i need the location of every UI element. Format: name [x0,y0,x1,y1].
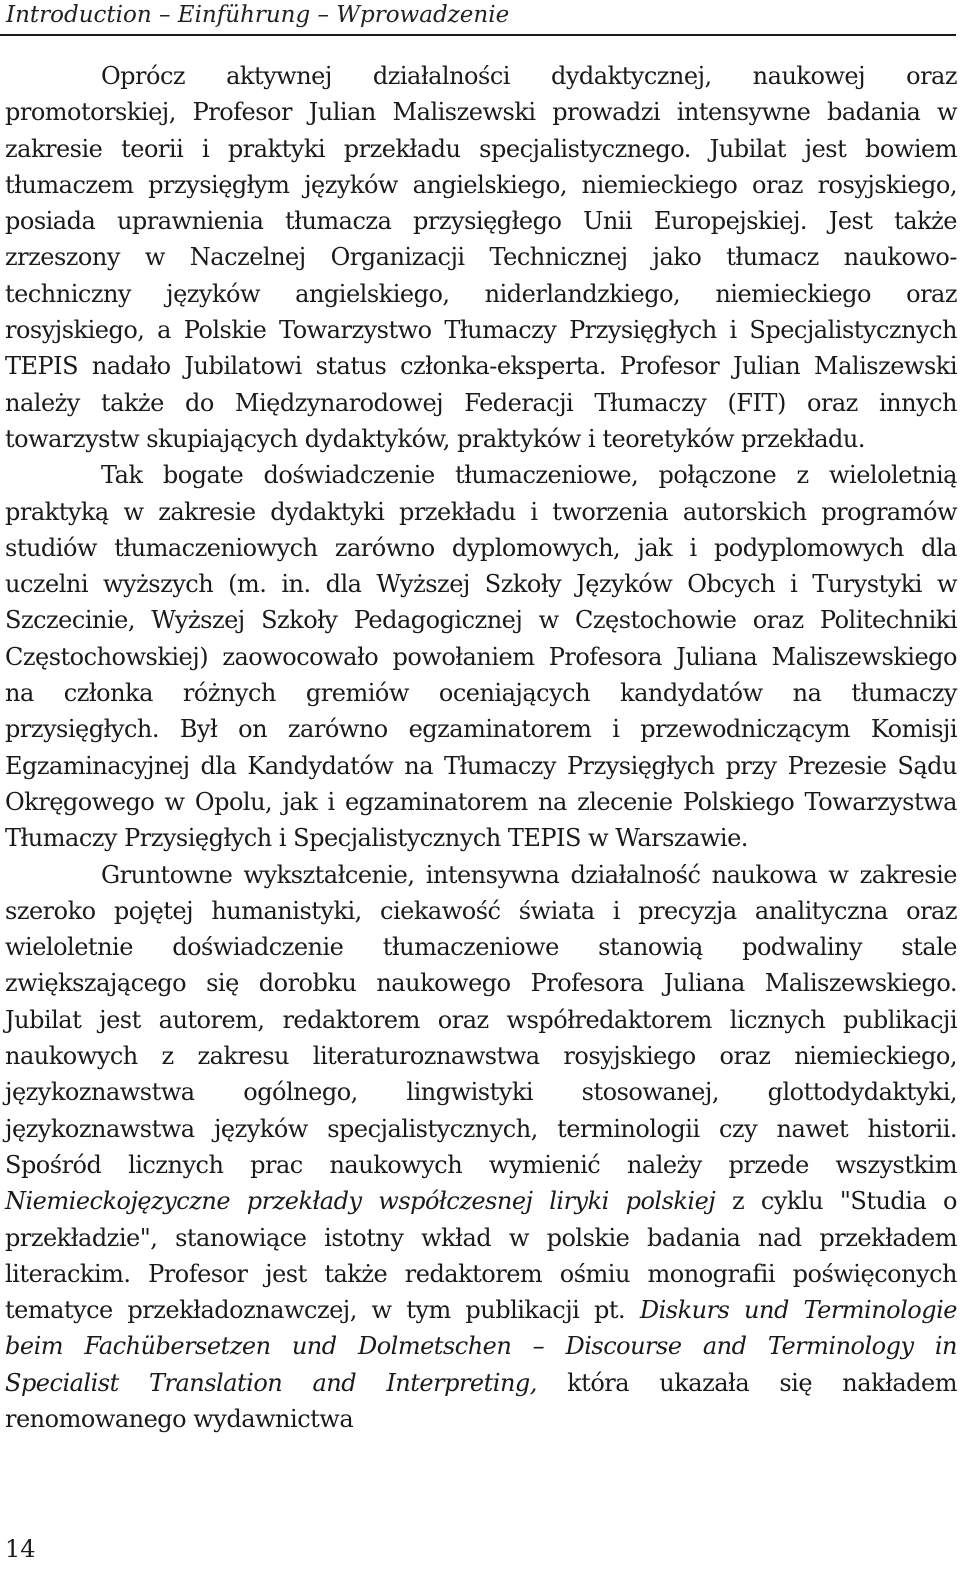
paragraph-2: Tak bogate doświadczenie tłumaczeniowe, połączone z wieloletnią praktyką w zakresie dydaktyki przekładu i tworzenia autorskich programów studiów tłumaczeniowych zarówno dyplomowych, jak i podyplomowych dla uczelni wyższych (m. in. dla Wyższej Szkoły Języków Obcych i Turystyki w Szczecinie, Wyższej Szkoły Pedagogicznej w Częstochowie oraz Politechniki Częstochowskiej) zaowocowało powołaniem Profesora Juliana Maliszewskiego na członka różnych gremiów oceniających kandydatów na tłumaczy przysięgłych. Był on zarówno egzaminatorem i przewodniczącym Komisji Egzaminacyjnej dla Kandydatów na Tłumaczy Przysięgłych przy Prezesie Sądu Okręgowego w Opolu, jak i egzaminatorem na zlecenie Polskiego Towarzystwa Tłumaczy Przysięgłych i Specjalistycznych TEPIS w Warszawie. [5,461,957,853]
paragraph-3-text-a: Gruntowne wykształcenie, intensywna działalność naukowa w zakresie szeroko pojętej humanistyki, ciekawość świata i precyzja analityczna oraz wieloletnie doświadczenie tłumaczeniowe stanowią podwaliny stale zwiększającego się dorobku naukowego Profesora Juliana Maliszewskiego. Jubilat jest autorem, redaktorem oraz współredaktorem licznych publikacji naukowych z zakresu literaturoznawstwa rosyjskiego oraz niemieckiego, językoznawstwa ogólnego, lingwistyki stosowanej, glottodydaktyki, językoznawstwa języków specjalistycznych, terminologii czy nawet historii. Spośród licznych prac naukowych wymienić należy przede wszystkim [5,860,957,1179]
publication-title-italic: Diskurs und Terminologie beim Fachübersetzen und Dolmetschen – Discourse and Terminology in Specialist Translation and Interpreting, [5,1296,957,1397]
running-header [6,0,956,34]
paragraph-3-text-c: która ukazała się nakładem renomowanego wydawnictwa [5,1368,958,1433]
main-text [5,58,957,1437]
paragraph-3 [5,857,957,1438]
header-divider [0,34,956,36]
paragraph-3-text-b: z cyklu "Studia o przekładzie", stanowiące istotny wkład w polskie badania nad przekładem literackim. Profesor jest także redaktorem ośmiu monografii poświęconych tematyce przekładoznawczej, w tym publikacji pt. [5,1187,957,1325]
paragraph-1: Oprócz aktywnej działalności dydaktycznej, naukowej oraz promotorskiej, Profesor Julian Maliszewski prowadzi intensywne badania w zakresie teorii i praktyki przekładu specjalistycznego. Jubilat jest bowiem tłumaczem przysięgłym języków angielskiego, niemieckiego oraz rosyjskiego, posiada uprawnienia tłumacza przysięgłego Unii Europejskiej. Jest także zrzeszony w Naczelnej Organizacji Technicznej jako tłumacz naukowo-techniczny języków angielskiego, niderlandzkiego, niemieckiego oraz rosyjskiego, a Polskie Towarzystwo Tłumaczy Przysięgłych i Specjalistycznych TEPIS nadało Jubilatowi status członka-eksperta. Profesor Julian Maliszewski należy także do Międzynarodowej Federacji Tłumaczy (FIT) oraz innych towarzystw skupiających dydaktyków, praktyków i teoretyków przekładu. [5,62,957,453]
running-header-title: Introduction – Einführung – Wprowadzenie [6,2,510,28]
page-number: 14 [5,1535,36,1563]
book-title-italic: Niemieckojęzyczne przekłady współczesnej liryki polskiej [5,1187,716,1216]
